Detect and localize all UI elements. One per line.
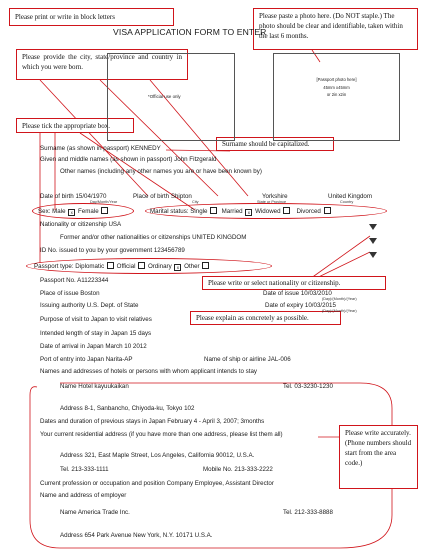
sex-female-label: Female bbox=[78, 208, 99, 215]
pt-other-checkbox[interactable] bbox=[202, 262, 209, 269]
photo-box-line1: [Passport photo here] bbox=[316, 77, 357, 82]
surname-field[interactable]: KENNEDY bbox=[130, 145, 161, 152]
passport-type-label: Passport type: bbox=[34, 263, 74, 270]
ship-field[interactable]: JAL-006 bbox=[267, 356, 291, 363]
marital-single-label: Single bbox=[190, 208, 208, 215]
nationality-row bbox=[40, 222, 121, 228]
employer-label: Name and address of employer bbox=[40, 492, 127, 499]
emp-address-label: Address bbox=[60, 532, 83, 539]
other-names-row bbox=[60, 169, 262, 175]
id-row bbox=[40, 248, 185, 254]
emp-tel-row bbox=[283, 510, 333, 516]
former-dropdown-icon[interactable] bbox=[369, 238, 377, 244]
marital-label: Marital status: bbox=[150, 208, 189, 215]
date-expiry-field[interactable]: 10/03/2015 bbox=[304, 302, 336, 309]
hotels-label: Names and addresses of hotels or persons with whom applicant intends to stay bbox=[40, 368, 258, 375]
port-row bbox=[40, 357, 133, 363]
surname-row bbox=[40, 146, 161, 152]
mobile-row bbox=[203, 467, 273, 473]
purpose-label: Purpose of visit to Japan bbox=[40, 316, 108, 323]
residential-row bbox=[40, 432, 283, 438]
employer-row bbox=[40, 493, 126, 499]
ship-row bbox=[204, 357, 291, 363]
hotel-tel-field[interactable]: 03-3230-1230 bbox=[294, 383, 333, 390]
purpose-row bbox=[40, 317, 152, 323]
marital-married-checkbox[interactable]: x bbox=[245, 209, 252, 216]
place-issue-field[interactable]: Boston bbox=[80, 290, 100, 297]
prev-stays-field[interactable]: February 4 - April 3, 2007; 3months bbox=[167, 418, 265, 425]
given-field[interactable]: John Fitzgerald bbox=[174, 156, 217, 163]
purpose-field[interactable]: to visit relatives bbox=[109, 316, 152, 323]
hotel-name-row bbox=[60, 384, 129, 390]
photo-box-line3: or 2in x2in bbox=[326, 92, 347, 98]
official-use-label: *Official use only bbox=[148, 94, 181, 99]
callout-text: Please paste a photo here. (Do NOT staple.) The photo should be clear and identifiable, taken within the last 6 months. bbox=[259, 12, 403, 41]
emp-address-row bbox=[60, 533, 213, 539]
callout-text: Please provide the city, state/province and country in which you were born. bbox=[22, 53, 182, 72]
arrival-row bbox=[40, 344, 147, 350]
hotel-tel-label: Tel. bbox=[283, 383, 293, 390]
res-tel-field[interactable]: 213-333-1111 bbox=[71, 466, 109, 473]
given-names-row bbox=[40, 157, 216, 163]
callout-phone bbox=[339, 425, 418, 489]
former-nationality-row bbox=[60, 235, 246, 241]
prev-stays-row bbox=[40, 419, 264, 425]
res-address-row bbox=[60, 453, 254, 459]
passport-no-row bbox=[40, 278, 108, 284]
callout-text: Please tick the appropriate box. bbox=[22, 122, 111, 130]
emp-name-field[interactable]: America Trade Inc. bbox=[77, 509, 130, 516]
prev-stays-label: Dates and duration of previous stays in Japan bbox=[40, 418, 166, 425]
hotel-address-row bbox=[60, 406, 194, 412]
res-address-label: Address bbox=[60, 452, 83, 459]
marital-widowed-label: Widowed bbox=[255, 208, 281, 215]
date-expiry-hint: (Day)/(Month)/(Year) bbox=[322, 309, 357, 313]
passport-no-label: Passport No. bbox=[40, 277, 76, 284]
profession-row bbox=[40, 481, 274, 487]
place-issue-row bbox=[40, 291, 100, 297]
callout-block-letters bbox=[9, 8, 174, 26]
nationality-dropdown-icon[interactable] bbox=[369, 224, 377, 230]
hotel-tel-row bbox=[283, 384, 333, 390]
pt-ordinary-label: Ordinary bbox=[147, 263, 172, 270]
photo-box[interactable] bbox=[273, 53, 400, 141]
id-dropdown-icon[interactable] bbox=[369, 252, 377, 258]
residential-label: Your current residential address (if you have more than one address, please list them all) bbox=[40, 431, 283, 438]
dob-hint: Day/Month/Year bbox=[90, 200, 118, 204]
sex-male-label: Male bbox=[52, 208, 66, 215]
sex-row bbox=[38, 207, 109, 216]
hotel-address-field[interactable]: 8-1, Sanbancho, Chiyoda-ku, Tokyo 102 bbox=[84, 405, 195, 412]
res-address-field[interactable]: 321, East Maple Street, Los Angeles, California 90012, U.S.A. bbox=[84, 452, 255, 459]
issuing-field[interactable]: U.S. Dept. of State bbox=[86, 302, 139, 309]
pt-ordinary-checkbox[interactable]: x bbox=[174, 264, 181, 271]
length-row bbox=[40, 331, 151, 337]
dob-label: Date of birth bbox=[40, 193, 74, 200]
callout-text: Please write accurately.(Phone numbers should start from the area code.) bbox=[345, 429, 412, 468]
ship-label: Name of ship or airline bbox=[204, 356, 266, 363]
pt-other-label: Other bbox=[184, 263, 200, 270]
marital-single-checkbox[interactable] bbox=[210, 207, 217, 214]
hotel-name-label: Name bbox=[60, 383, 77, 390]
hotels-row bbox=[40, 369, 257, 375]
marital-widowed-checkbox[interactable] bbox=[283, 207, 290, 214]
callout-photo bbox=[253, 8, 418, 50]
passport-no-field[interactable]: A11223344 bbox=[77, 277, 109, 284]
callout-explain bbox=[190, 311, 341, 325]
arrival-field[interactable]: March 10 2012 bbox=[105, 343, 147, 350]
marital-divorced-label: Divorced bbox=[296, 208, 321, 215]
arrival-label: Date of arrival in Japan bbox=[40, 343, 104, 350]
emp-name-row bbox=[60, 510, 130, 516]
callout-nationality bbox=[202, 276, 386, 290]
callout-text: Please explain as concretely as possible. bbox=[196, 314, 309, 322]
date-issue-label: Date of issue bbox=[263, 290, 300, 297]
sex-label: Sex: bbox=[38, 208, 51, 215]
marital-married-label: Married bbox=[221, 208, 243, 215]
res-tel-row bbox=[60, 467, 109, 473]
port-label: Port of entry into Japan bbox=[40, 356, 104, 363]
given-label: Given and middle names (as shown in passport) bbox=[40, 156, 173, 163]
pob-country-field[interactable]: United Kingdom bbox=[328, 193, 373, 200]
nationality-label: Nationality or citizenship bbox=[40, 221, 107, 228]
profession-field[interactable]: Company Employee, Assistant Director bbox=[166, 480, 274, 487]
place-issue-label: Place of issue bbox=[40, 290, 79, 297]
sex-female-checkbox[interactable] bbox=[101, 207, 108, 214]
surname-label: Surname (as shown in passport) bbox=[40, 145, 130, 152]
pt-diplomatic-checkbox[interactable] bbox=[107, 262, 114, 269]
pob-state-field[interactable]: Yorkshire bbox=[262, 193, 288, 200]
pt-diplomatic-label: Diplomatic bbox=[75, 263, 105, 270]
pob-city-field[interactable]: Shipton bbox=[170, 193, 192, 200]
issuing-label: Issuing authority bbox=[40, 302, 86, 309]
form-title: VISA APPLICATION FORM TO ENTER bbox=[113, 27, 267, 37]
dob-field[interactable]: 15/04/1970 bbox=[75, 193, 107, 200]
hotel-name-field[interactable]: Hotel kayuukaikan bbox=[78, 383, 129, 390]
emp-tel-field[interactable]: 212-333-8888 bbox=[294, 509, 333, 516]
length-label: Intended length of stay in Japan bbox=[40, 330, 128, 337]
official-use-box bbox=[107, 53, 235, 141]
other-names-label: Other names (including any other names you are or have been known by) bbox=[60, 168, 262, 175]
port-field[interactable]: Narita-AP bbox=[105, 356, 133, 363]
nationality-field[interactable]: USA bbox=[108, 221, 122, 228]
marital-divorced-checkbox[interactable] bbox=[324, 207, 331, 214]
pob-row bbox=[133, 194, 192, 200]
former-field[interactable]: UNITED KINGDOM bbox=[192, 234, 247, 241]
profession-label: Current profession or occupation and position bbox=[40, 480, 165, 487]
mobile-label: Mobile No. bbox=[203, 466, 233, 473]
former-label: Former and/or other nationalities or citizenships bbox=[60, 234, 191, 241]
emp-tel-label: Tel. bbox=[283, 509, 293, 516]
sex-male-checkbox[interactable]: x bbox=[68, 209, 75, 216]
pob-label: Place of birth bbox=[133, 193, 170, 200]
res-tel-label: Tel. bbox=[60, 466, 70, 473]
marital-row bbox=[150, 207, 332, 216]
pob-country-hint: Country bbox=[340, 200, 354, 204]
callout-text: Please write or select nationality or citizenship. bbox=[208, 279, 341, 287]
emp-name-label: Name bbox=[60, 509, 77, 516]
pob-city-hint: City bbox=[192, 200, 199, 204]
callout-text: Surname should be capitalized. bbox=[222, 140, 310, 148]
id-field[interactable]: 123456789 bbox=[153, 247, 185, 254]
date-issue-field[interactable]: 10/03/2010 bbox=[300, 290, 332, 297]
hotel-address-label: Address bbox=[60, 405, 83, 412]
callout-text: Please print or write in block letters bbox=[15, 13, 115, 21]
length-field[interactable]: 15 days bbox=[129, 330, 152, 337]
photo-box-line2: 45mm x45mm bbox=[323, 84, 350, 90]
date-issue-hint: (Day)/(Month)/(Year) bbox=[322, 297, 357, 301]
pob-state-hint: State or Province bbox=[257, 200, 287, 204]
issuing-row bbox=[40, 303, 138, 309]
id-label: ID No. issued to you by your government bbox=[40, 247, 153, 254]
mobile-field[interactable]: 213-333-2222 bbox=[234, 466, 273, 473]
passport-type-row bbox=[34, 262, 210, 271]
emp-address-field[interactable]: 654 Park Avenue New York, N.Y. 10171 U.S.A. bbox=[84, 532, 213, 539]
pt-official-checkbox[interactable] bbox=[138, 262, 145, 269]
date-expiry-label: Date of expiry bbox=[265, 302, 304, 309]
pt-official-label: Official bbox=[116, 263, 136, 270]
